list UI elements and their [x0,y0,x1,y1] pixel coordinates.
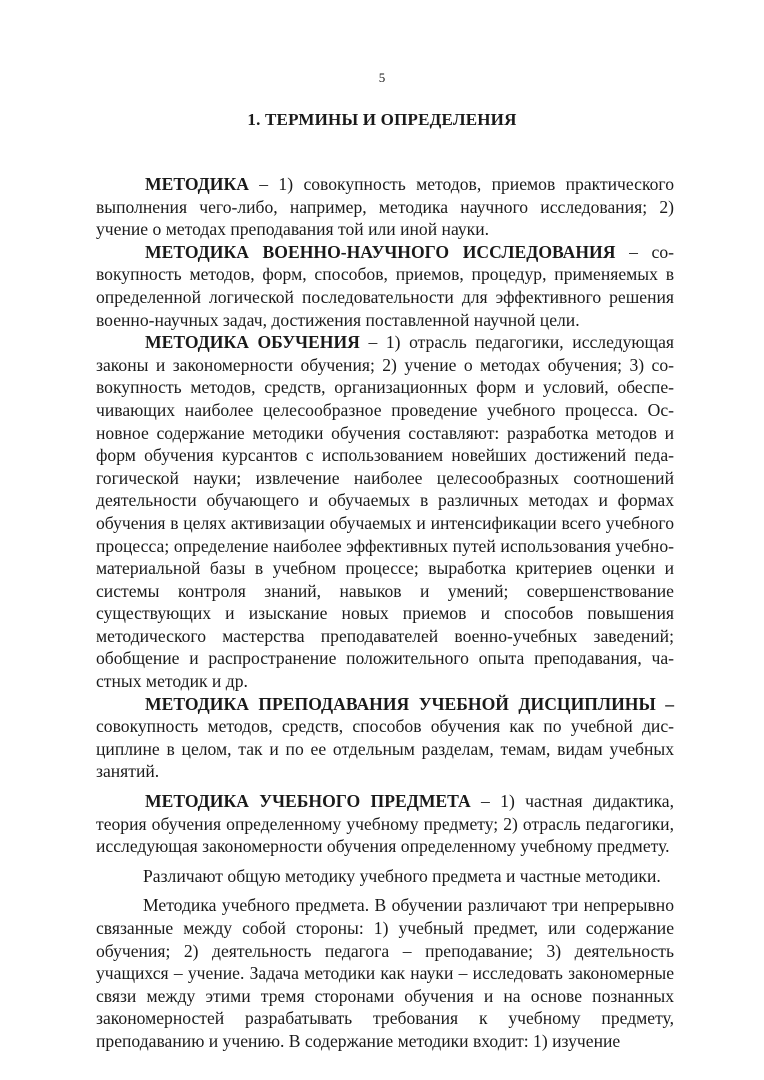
section-heading: 1. ТЕРМИНЫ И ОПРЕДЕЛЕНИЯ [247,110,517,129]
definition-paragraph [96,331,674,693]
definition-term: МЕТОДИКА ОБУЧЕНИЯ [145,332,360,353]
definition-paragraph [96,173,674,241]
page-number: 5 [378,70,386,85]
definition-paragraph [96,241,674,331]
definition-text: – 1) совокупность методов, приемов практического выполнения чего-либо, например, методика научного исследования; 2) учение о методах преподавания той или иной науки. [96,174,674,240]
text-paragraph: Различают общую методику учебного предмета и частные методики. [143,865,661,886]
definition-text: – совокупность методов, форм, способов, приемов, процедур, применяемых в определенной логической последовательности для эффективного решения военно-научных задач, достижения поставленной научной цели. [96,241,675,330]
definition-paragraph [96,790,674,858]
definition-term: МЕТОДИКА УЧЕБНОГО ПРЕДМЕТА [145,791,471,812]
definition-text: совокупность методов, средств, способов обучения как по учебной дисциплине в целом, так и по ее отдельным разделам, темам, видам учебных занятий. [96,716,674,782]
definition-term: МЕТОДИКА ПРЕПОДАВАНИЯ УЧЕБНОЙ ДИСЦИПЛИНЫ – [145,693,674,714]
document-body [96,173,674,1053]
text-paragraph: Методика учебного предмета. В обучении различают три непрерывно связанные между собой стороны: 1) учебный предмет, или содержание обучения; 2) деятельность педагога – преподавание; 3) деятельность учащихся – учение. Задача методики как науки – исследовать закономерные связи между этими тремя сторонами обучения и на основе познанных закономерностей разрабатывать требования к учебному предмету, преподаванию и учению. В содержание методики входит: 1) изучение [96,895,674,1051]
definition-term: МЕТОДИКА ВОЕННО-НАУЧНОГО ИССЛЕДОВАНИЯ [145,241,616,262]
definition-term: МЕТОДИКА [145,174,249,194]
definition-text: – 1) отрасль педагогики, исследующая законы и закономерности обучения; 2) учение о методах обучения; 3) совокупность методов, средств, организационных форм и условий, обеспечивающих наиболее целесообразное проведение учебного процесса. Основное содержание методики обучения составляют: разработка методов и форм обучения курсантов с использованием новейших достижений педагогической науки; извлечение наиболее целесообразных соотношений деятельности обучающего и обучаемых в различных методах и формах обучения в целях активизации обучаемых и интенсификации всего учебного процесса; определение наиболее эффективных путей использования учебно-материальной базы в учебном процессе; выработка критериев оценки и системы контроля знаний, навыков и умений; совершенствование существующих и изыскание новых приемов и способов повышения методического мастерства преподавателей военно-учебных заведений; обобщение и распространение положительного опыта преподавания, частных методик и др. [96,332,675,692]
definition-text: – 1) частная дидактика, теория обучения определенному учебному предмету; 2) отрасль педагогики, исследующая закономерности обучения определенному учебному предмету. [96,791,674,857]
definition-paragraph [96,693,674,783]
